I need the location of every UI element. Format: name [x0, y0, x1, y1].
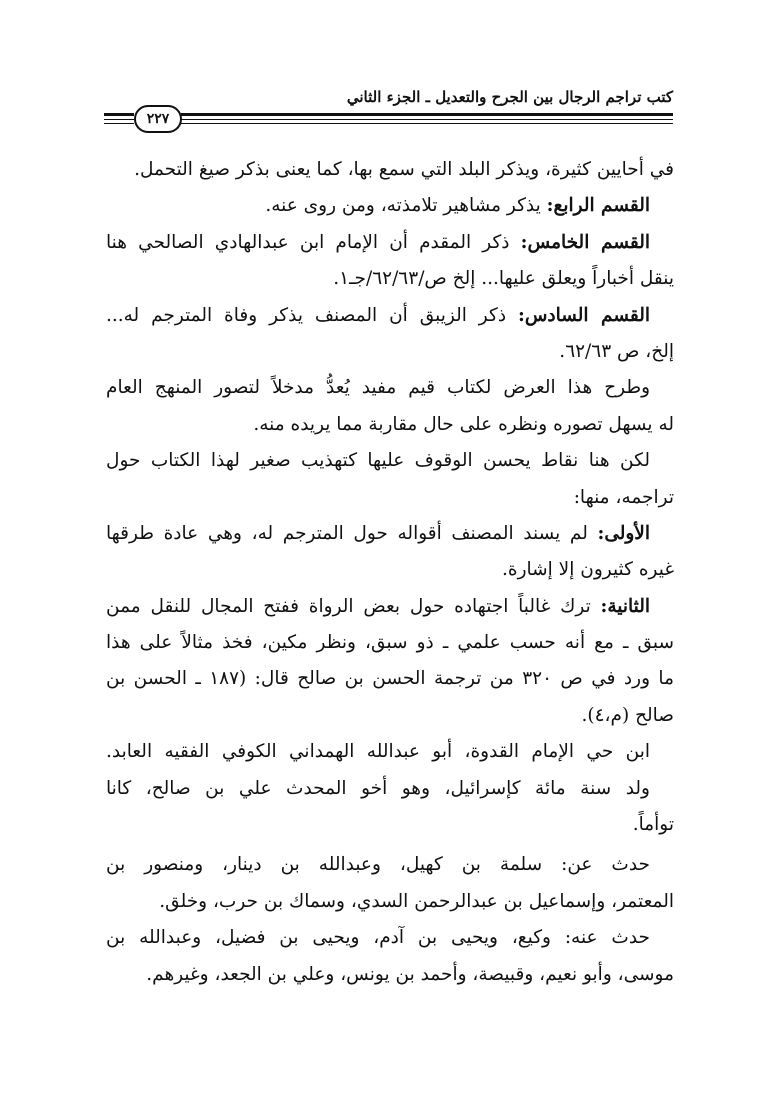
text-line: لكن هنا نقاط يحسن الوقوف عليها كتهذيب صغير لهذا الكتاب حول	[106, 450, 650, 472]
point-label: الأولى:	[597, 522, 650, 544]
text-line: الأولى: لم يسند المصنف أقواله حول المترجم له، وهي عادة طرقها	[106, 522, 650, 544]
header-rule-left-thin-2	[104, 123, 134, 124]
text-line: حدث عن: سلمة بن كهيل، وعبدالله بن دينار، ومنصور بن	[106, 854, 650, 876]
text-line: حدث عنه: وكيع، ويحيى بن آدم، ويحيى بن فضيل، وعبدالله بن	[106, 927, 650, 949]
text-line: إلخ، ص ٦٢/٦٣.	[559, 340, 674, 362]
text-line: ولد سنة مائة كإسرائيل، وهو أخو المحدث علي بن صالح، كانا	[106, 777, 650, 799]
header-rule-thick	[181, 113, 673, 116]
section-label: القسم الخامس:	[520, 231, 650, 253]
text-line: القسم الخامس: ذكر المقدم أن الإمام ابن عبدالهادي الصالحي هنا	[106, 231, 650, 253]
text-line: تراجمه، منها:	[573, 486, 674, 508]
page-number: ٢٢٧	[134, 105, 182, 133]
header-rule-left-thick	[104, 113, 134, 116]
body-text	[106, 152, 674, 993]
text-line: في أحايين كثيرة، ويذكر البلد التي سمع بها، كما يعنى بذكر صيغ التحمل.	[134, 159, 674, 180]
text-line: موسى، وأبو نعيم، وقبيصة، وأحمد بن يونس، وعلي بن الجعد، وغيرهم.	[146, 963, 674, 985]
text-line: سبق ـ مع أنه حسب علمي ـ ذو سبق، ونظر مكين، فخذ مثالاً على هذا	[106, 632, 674, 654]
text-line: صالح (م،٤).	[581, 704, 674, 726]
section-label: القسم الرابع:	[546, 195, 650, 217]
text-line: القسم الرابع: يذكر مشاهير تلامذته، ومن روى عنه.	[265, 195, 650, 217]
text-line: ينقل أخباراً ويعلق عليها... إلخ ص/٦٢/٦٣/جـ١.	[333, 268, 674, 290]
header-rule-thin	[181, 119, 673, 120]
text-line: ابن حي الإمام القدوة، أبو عبدالله الهمداني الكوفي الفقيه العابد.	[106, 741, 650, 763]
header-rule-left-thin	[104, 119, 134, 120]
text-line: ما ورد في ص ٣٢٠ من ترجمة الحسن بن صالح قال: (١٨٧ ـ الحسن بن	[106, 668, 674, 690]
section-label: القسم السادس:	[517, 304, 650, 326]
text-line: المعتمر، وإسماعيل بن عبدالرحمن السدي، وسماك بن حرب، وخلق.	[159, 890, 674, 912]
text-line: الثانية: ترك غالباً اجتهاده حول بعض الرواة ففتح المجال للنقل ممن	[106, 595, 650, 617]
text-line: توأماً.	[632, 814, 674, 836]
point-label: الثانية:	[600, 595, 650, 617]
running-title: كتب تراجم الرجال بين الجرح والتعديل ـ الجزء الثاني	[346, 88, 673, 106]
text-line: القسم السادس: ذكر الزيبق أن المصنف يذكر وفاة المترجم له...	[106, 304, 650, 326]
text-line: له يسهل تصوره ونظره على حال مقاربة مما يريده منه.	[253, 413, 674, 435]
text-line: غيره كثيرون إلا إشارة.	[502, 559, 674, 581]
header-rule-thin-2	[181, 123, 673, 124]
text-line: وطرح هذا العرض لكتاب قيم مفيد يُعدُّ مدخلاً لتصور المنهج العام	[106, 377, 650, 399]
